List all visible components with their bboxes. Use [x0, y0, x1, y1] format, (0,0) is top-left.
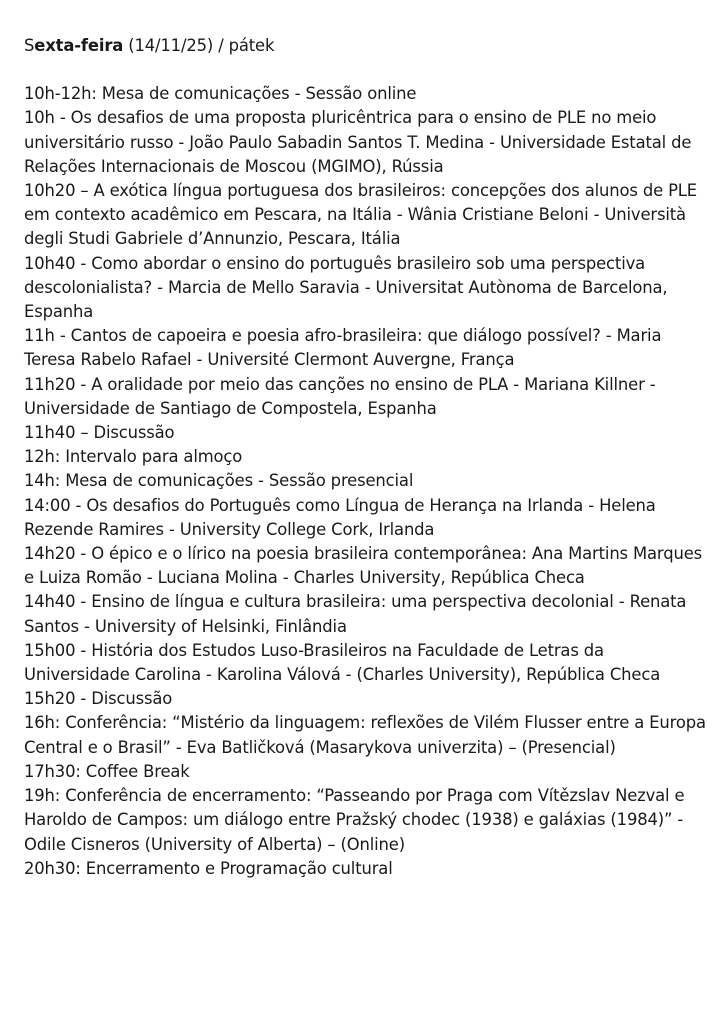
heading-day-name: exta-feira — [34, 36, 124, 55]
schedule-entry: 17h30: Coffee Break — [24, 761, 190, 781]
schedule-document — [24, 34, 706, 881]
schedule-entry: 10h - Os desafios de uma proposta pluricêntrica para o ensino de PLE no meio universitário russo - João Paulo Sabadin Santos T. Medina - Universidade Estatal de Relações Internacionais de Moscou (MGIMO), Rússia — [24, 108, 692, 176]
schedule-entry: 10h20 – A exótica língua portuguesa dos brasileiros: concepções dos alunos de PLE em contexto acadêmico em Pescara, na Itália - Wânia Cristiane Beloni - Università degli Studi Gabriele d’Annunzio, Pescara, Itália — [24, 181, 697, 249]
heading-first-letter: S — [24, 36, 35, 55]
schedule-entry: 15h20 - Discussão — [24, 689, 173, 709]
schedule-entry: 15h00 - História dos Estudos Luso-Brasileiros na Faculdade de Letras da Universidade Carolina - Karolina Válová - (Charles University), República Checa — [24, 640, 661, 685]
schedule-entry: 12h: Intervalo para almoço — [24, 447, 243, 467]
schedule-entry: 14h40 - Ensino de língua e cultura brasileira: uma perspectiva decolonial - Renata Santos - University of Helsinki, Finlândia — [24, 592, 687, 636]
schedule-entry: 19h: Conferência de encerramento: “Passeando por Praga com Vítězslav Nezval e Haroldo de Campos: um diálogo entre Pražský chodec (1938) e galáxias (1984)” - Odile Cisneros (University of Alberta) – (Online) — [24, 786, 685, 854]
schedule-entry: 16h: Conferência: “Mistério da linguagem: reflexões de Vilém Flusser entre a Europa Central e o Brasil” - Eva Batličková (Masarykova univerzita) – (Presencial) — [24, 713, 706, 757]
schedule-entry: 11h40 – Discussão — [24, 423, 175, 443]
schedule-entry: 14:00 - Os desafios do Português como Língua de Herança na Irlanda - Helena Rezende Ramires - University College Cork, Irlanda — [24, 495, 656, 539]
schedule-list — [24, 82, 706, 881]
schedule-entry: 14h: Mesa de comunicações - Sessão presencial — [24, 471, 414, 491]
schedule-entry: 11h - Cantos de capoeira e poesia afro-brasileira: que diálogo possível? - Maria Teresa Rabelo Rafael - Université Clermont Auvergne, França — [24, 326, 662, 370]
schedule-entry: 20h30: Encerramento e Programação cultural — [24, 858, 393, 878]
schedule-entry: 10h-12h: Mesa de comunicações - Sessão online — [24, 84, 417, 104]
schedule-entry: 11h20 - A oralidade por meio das canções no ensino de PLA - Mariana Killner - Universidade de Santiago de Compostela, Espanha — [24, 374, 656, 418]
schedule-entry: 10h40 - Como abordar o ensino do português brasileiro sob uma perspectiva descolonialista? - Marcia de Mello Saravia - Universitat Autònoma de Barcelona, Espanha — [24, 253, 668, 322]
schedule-entry: 14h20 - O épico e o lírico na poesia brasileira contemporânea: Ana Martins Marques e Luiza Romão - Luciana Molina - Charles University, República Checa — [24, 544, 703, 588]
day-heading — [24, 34, 706, 58]
heading-date: (14/11/25) / pátek — [123, 36, 275, 55]
